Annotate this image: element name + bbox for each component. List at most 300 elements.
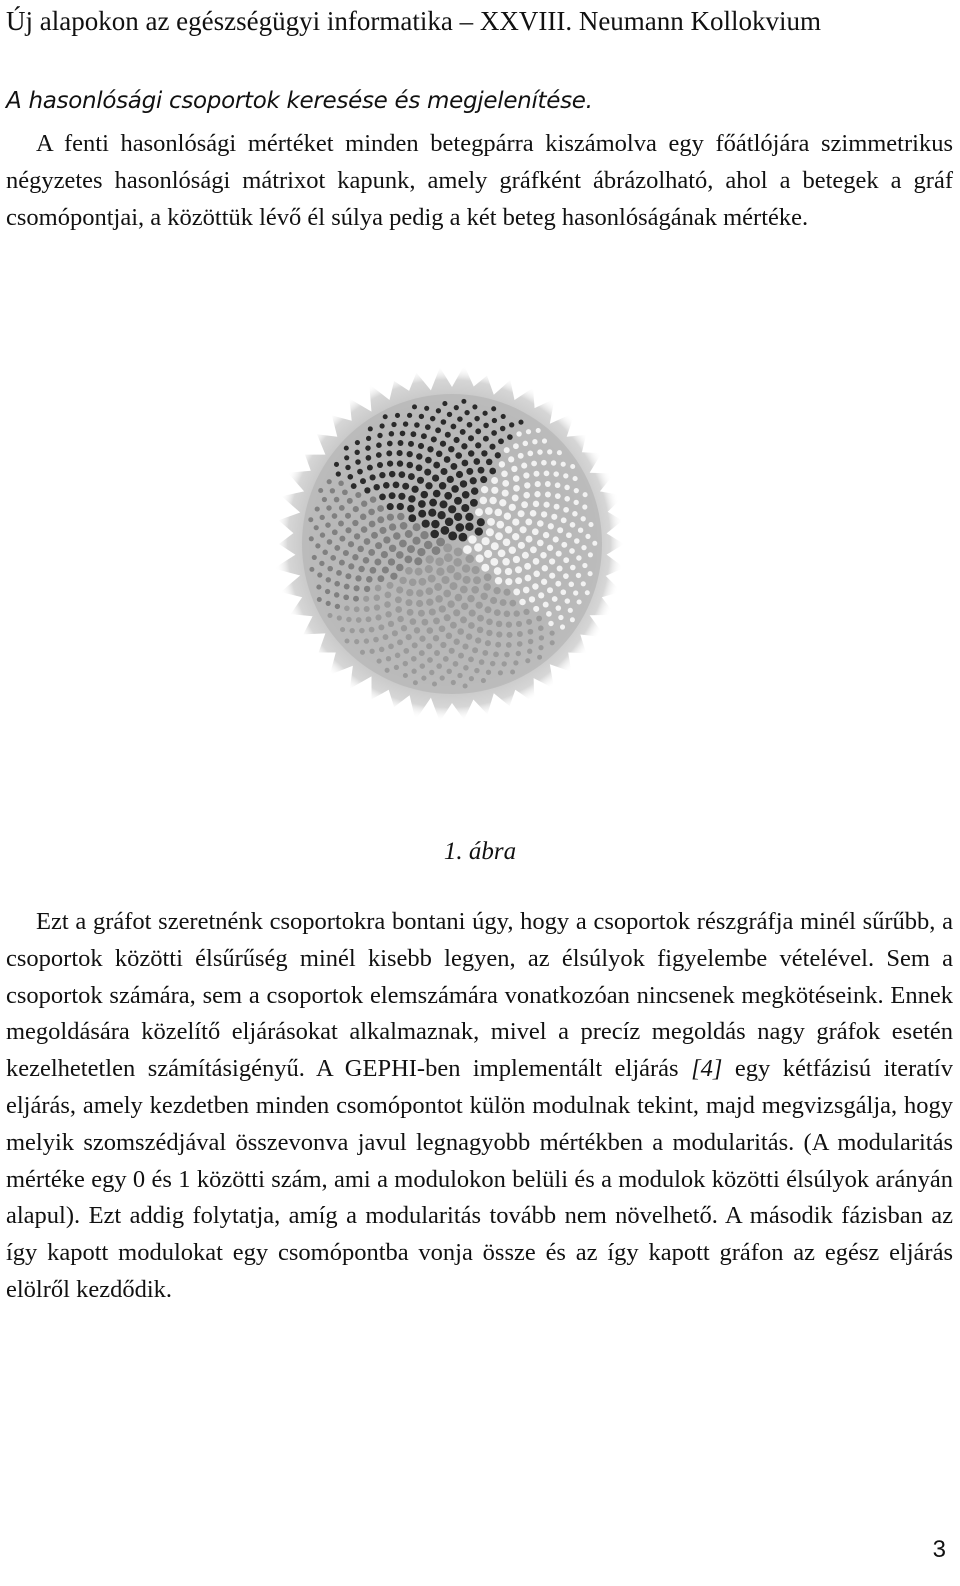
graph-node	[405, 530, 413, 538]
graph-node	[395, 653, 401, 659]
graph-node	[557, 527, 563, 533]
graph-node	[381, 551, 388, 558]
graph-node	[338, 481, 344, 487]
graph-node	[549, 558, 555, 564]
graph-node	[465, 555, 474, 564]
graph-node	[337, 615, 342, 620]
graph-node	[502, 661, 507, 666]
graph-node	[387, 441, 393, 447]
graph-node	[440, 642, 446, 648]
intro-paragraph: A fenti hasonlósági mértéket minden betegpárra kiszámolva egy főátlójára szimmetrikus négyzetes hasonlósági mátrixot kapunk, amely gráfként ábrázolható, ahol a betegek a gráf csomópontjai, a közöttük lévő él súlya pedig a két beteg hasonlóságának mértéke.	[6, 130, 953, 231]
graph-node	[450, 582, 458, 590]
graph-node	[422, 619, 429, 626]
graph-node	[419, 650, 425, 656]
graph-node	[389, 431, 395, 437]
graph-node	[466, 633, 472, 639]
graph-node	[577, 599, 582, 604]
graph-node	[444, 614, 451, 621]
graph-node	[500, 599, 507, 606]
graph-node	[485, 606, 492, 613]
graph-node	[501, 414, 506, 419]
graph-node	[441, 576, 449, 584]
graph-node	[551, 514, 557, 520]
graph-node	[454, 497, 462, 505]
graph-node	[447, 600, 454, 607]
graph-node	[498, 438, 504, 444]
graph-node	[449, 648, 455, 654]
graph-node	[455, 594, 463, 602]
graph-node	[495, 532, 503, 540]
graph-node	[451, 485, 459, 493]
graph-node	[418, 443, 424, 449]
graph-node	[444, 492, 452, 500]
graph-node	[516, 431, 521, 436]
graph-node	[553, 536, 559, 542]
graph-node	[419, 578, 427, 586]
graph-node	[344, 446, 349, 451]
graph-node	[569, 582, 575, 588]
graph-node	[528, 629, 534, 635]
graph-node	[389, 523, 396, 530]
graph-node	[446, 633, 453, 640]
graph-node	[416, 600, 423, 607]
graph-node	[512, 494, 519, 501]
graph-node	[506, 621, 512, 627]
graph-node	[460, 616, 467, 623]
graph-node	[574, 488, 579, 493]
graph-node	[491, 542, 499, 550]
graph-node	[389, 545, 396, 552]
graph-node	[522, 552, 529, 559]
graph-node	[403, 648, 409, 654]
graph-node	[326, 577, 331, 582]
graph-node	[339, 505, 345, 511]
graph-node	[476, 602, 483, 609]
graph-node	[505, 526, 512, 533]
graph-node	[489, 444, 495, 450]
graph-node	[534, 491, 540, 497]
graph-node	[484, 573, 492, 581]
graph-node	[445, 432, 451, 438]
graph-node	[352, 554, 358, 560]
graph-node	[360, 478, 366, 484]
graph-node	[345, 513, 351, 519]
graph-node	[491, 477, 498, 484]
graph-node	[344, 584, 350, 590]
graph-node	[421, 676, 426, 681]
graph-node	[523, 609, 529, 615]
graph-node	[322, 550, 327, 555]
graph-node	[481, 564, 489, 572]
graph-node	[461, 399, 466, 404]
graph-node	[454, 547, 463, 556]
graph-node	[475, 442, 481, 448]
graph-node	[485, 640, 491, 646]
graph-node	[387, 503, 394, 510]
graph-node	[441, 419, 447, 425]
graph-node	[379, 472, 385, 478]
graph-node	[365, 445, 370, 450]
graph-node	[509, 600, 516, 607]
graph-node	[503, 589, 510, 596]
graph-node	[568, 608, 573, 613]
graph-node	[564, 485, 569, 490]
graph-node	[309, 567, 314, 572]
graph-node	[397, 513, 405, 521]
graph-node	[348, 563, 354, 569]
graph-node	[350, 628, 355, 633]
graph-node	[417, 548, 425, 556]
graph-node	[394, 665, 399, 670]
graph-node	[326, 505, 331, 510]
graph-node	[486, 618, 493, 625]
graph-node	[377, 659, 382, 664]
graph-node	[501, 470, 508, 477]
graph-node	[481, 593, 488, 600]
graph-node	[572, 511, 577, 516]
graph-node	[471, 586, 479, 594]
graph-node	[408, 441, 414, 447]
graph-node	[352, 520, 358, 526]
graph-node	[556, 551, 562, 557]
graph-node	[474, 543, 482, 551]
graph-node	[320, 532, 325, 537]
graph-node	[460, 480, 467, 487]
graph-node	[581, 516, 586, 521]
graph-node	[548, 523, 554, 529]
graph-node	[382, 566, 389, 573]
graph-node	[502, 558, 510, 566]
graph-node	[592, 541, 597, 546]
graph-node	[327, 566, 333, 572]
graph-node	[343, 550, 349, 556]
graph-node	[427, 657, 433, 663]
graph-node	[383, 482, 390, 489]
graph-node	[434, 583, 442, 591]
graph-node	[404, 555, 412, 563]
graph-node	[413, 680, 418, 685]
graph-node	[465, 522, 473, 530]
graph-node	[538, 625, 544, 631]
graph-node	[346, 617, 351, 622]
graph-node	[322, 497, 327, 502]
graph-node	[407, 545, 415, 553]
graph-node	[384, 601, 391, 608]
graph-node	[440, 441, 446, 447]
graph-node	[551, 460, 556, 465]
graph-node	[493, 587, 500, 594]
graph-node	[588, 522, 593, 527]
graph-node	[461, 603, 468, 610]
graph-node	[429, 499, 437, 507]
graph-node	[491, 487, 498, 494]
graph-node	[541, 511, 547, 517]
graph-node	[377, 433, 382, 438]
graph-node	[468, 622, 475, 629]
graph-node	[525, 658, 530, 663]
graph-node	[432, 681, 437, 686]
graph-node	[511, 466, 517, 472]
graph-node	[563, 557, 569, 563]
graph-node	[513, 660, 518, 665]
graph-node	[369, 521, 376, 528]
graph-node	[474, 416, 479, 421]
graph-node	[405, 599, 412, 606]
graph-node	[523, 492, 530, 499]
graph-node	[369, 649, 374, 654]
graph-node	[419, 636, 425, 642]
graph-node	[462, 644, 468, 650]
graph-node	[355, 459, 361, 465]
graph-node	[425, 457, 432, 464]
graph-node	[486, 459, 493, 466]
graph-node	[482, 411, 487, 416]
graph-node	[396, 551, 404, 559]
graph-node	[498, 549, 506, 557]
graph-node	[397, 639, 403, 645]
graph-node	[494, 567, 502, 575]
graph-node	[332, 529, 338, 535]
graph-node	[399, 540, 407, 548]
graph-node	[366, 576, 373, 583]
graph-node	[320, 515, 325, 520]
graph-node	[317, 572, 322, 577]
graph-node	[426, 555, 434, 563]
graph-node	[373, 637, 379, 643]
graph-node	[447, 412, 452, 417]
graph-node	[457, 628, 464, 635]
graph-node	[468, 435, 474, 441]
graph-node	[481, 537, 489, 545]
graph-node	[492, 418, 497, 423]
graph-node	[383, 414, 388, 419]
graph-node	[392, 630, 398, 636]
graph-node	[495, 577, 502, 584]
graph-node	[428, 509, 436, 517]
graph-node	[355, 492, 361, 498]
graph-node	[576, 573, 581, 578]
graph-node	[366, 455, 372, 461]
graph-node	[486, 670, 491, 675]
graph-node	[463, 576, 471, 584]
graph-node	[558, 615, 563, 620]
graph-node	[444, 456, 451, 463]
graph-node	[396, 586, 403, 593]
graph-node	[425, 565, 433, 573]
graph-node	[358, 566, 364, 572]
graph-node	[509, 546, 516, 553]
graph-node	[353, 506, 359, 512]
citation-reference: [4]	[691, 1055, 723, 1083]
graph-node	[355, 440, 360, 445]
graph-node	[475, 637, 481, 643]
graph-node	[325, 522, 331, 528]
graph-node	[456, 471, 463, 478]
graph-node	[581, 545, 586, 550]
graph-node	[427, 446, 433, 452]
graph-node	[430, 416, 435, 421]
graph-node	[411, 431, 417, 437]
graph-node	[537, 655, 542, 660]
graph-node	[538, 592, 544, 598]
graph-node	[468, 450, 474, 456]
graph-node	[513, 443, 519, 449]
graph-node	[523, 587, 530, 594]
graph-node	[406, 589, 413, 596]
graph-node	[491, 430, 497, 436]
graph-node	[429, 608, 436, 615]
graph-node	[432, 546, 441, 555]
graph-node	[431, 520, 439, 528]
graph-node	[357, 546, 364, 553]
graph-node	[462, 460, 469, 467]
graph-node	[334, 545, 340, 551]
graph-node	[396, 564, 404, 572]
graph-node	[542, 565, 548, 571]
running-header: Új alapokon az egészségügyi informatika – XXVIII. Neumann Kollokvium	[6, 6, 822, 36]
graph-node	[335, 604, 340, 609]
graph-node	[340, 627, 345, 632]
graph-node	[534, 471, 540, 477]
graph-node	[366, 436, 371, 441]
body-text-part2: egy kétfázisú iteratív eljárás, amely kezdetben minden csomópontot külön modulnak tekint, majd megvizsgálja, hogy melyik szomszédjával összevonva javul legnagyobb mértékben a modularitás. (A modularitás mértéke egy 0 és 1 közötti szám, ami a modulokon belüli és a modulok közötti élsúlyok arányán alapul). Ezt addig folytatja, amíg a modularitás tovább nem növelhető. A második fázisban az így kapott modulokat egy csomópontba vonja össze és az így kapott gráfon az egész eljárás elölről kezdődik.	[6, 1055, 953, 1303]
graph-node	[499, 461, 505, 467]
graph-node	[371, 532, 378, 539]
graph-node	[550, 640, 555, 645]
graph-node	[502, 480, 509, 487]
graph-node	[453, 661, 459, 667]
graph-node	[585, 590, 590, 595]
graph-node	[509, 504, 516, 511]
graph-node	[465, 513, 473, 521]
graph-node	[336, 570, 342, 576]
graph-node	[537, 520, 544, 527]
network-graph-image	[272, 356, 632, 731]
graph-node	[495, 452, 501, 458]
graph-node	[475, 508, 483, 516]
graph-node	[480, 476, 487, 483]
graph-node	[421, 491, 429, 499]
graph-node	[557, 566, 563, 572]
graph-node	[361, 501, 367, 507]
graph-node	[512, 518, 519, 525]
graph-node	[339, 560, 345, 566]
graph-node	[570, 522, 576, 528]
graph-node	[481, 678, 486, 683]
graph-node	[407, 609, 414, 616]
graph-node	[446, 669, 451, 674]
graph-node	[416, 589, 423, 596]
graph-figure	[272, 356, 632, 731]
graph-node	[532, 439, 537, 444]
graph-node	[434, 650, 440, 656]
graph-node	[535, 481, 541, 487]
graph-node	[513, 588, 520, 595]
graph-node	[508, 456, 514, 462]
graph-node	[499, 499, 506, 506]
graph-node	[435, 557, 444, 566]
graph-node	[483, 423, 489, 429]
graph-node	[377, 505, 384, 512]
graph-node	[412, 537, 420, 545]
graph-node	[376, 452, 382, 458]
graph-node	[554, 504, 560, 510]
graph-node	[407, 505, 415, 513]
graph-node	[477, 518, 485, 526]
graph-node	[574, 538, 580, 544]
graph-node	[485, 507, 493, 515]
graph-node	[506, 642, 512, 648]
graph-node	[425, 424, 431, 430]
graph-node	[410, 618, 417, 625]
graph-node	[533, 571, 540, 578]
graph-node	[395, 596, 402, 603]
graph-node	[487, 518, 495, 526]
graph-node	[505, 578, 512, 585]
graph-node	[574, 500, 579, 505]
graph-node	[436, 538, 445, 547]
graph-node	[570, 565, 576, 571]
graph-node	[402, 483, 409, 490]
graph-node	[468, 657, 474, 663]
graph-node	[467, 422, 473, 428]
graph-node	[495, 642, 501, 648]
graph-node	[454, 437, 460, 443]
graph-node	[526, 429, 531, 434]
graph-node	[343, 594, 349, 600]
graph-node	[397, 450, 403, 456]
graph-node	[389, 492, 396, 499]
graph-node	[445, 518, 454, 527]
graph-node	[414, 627, 420, 633]
graph-node	[370, 474, 376, 480]
graph-node	[489, 468, 496, 475]
graph-node	[566, 532, 572, 538]
graph-node	[490, 558, 498, 566]
graph-node	[500, 426, 506, 432]
graph-node	[525, 518, 532, 525]
graph-node	[411, 669, 416, 674]
graph-node	[309, 536, 314, 541]
graph-node	[517, 641, 523, 647]
graph-node	[386, 582, 393, 589]
graph-node	[528, 639, 534, 645]
graph-node	[387, 460, 393, 466]
graph-node	[541, 579, 547, 585]
graph-node	[555, 581, 561, 587]
graph-node	[466, 468, 473, 475]
graph-node	[533, 501, 539, 507]
graph-node	[460, 586, 468, 594]
graph-node	[426, 643, 432, 649]
graph-node	[538, 645, 543, 650]
graph-node	[513, 475, 520, 482]
graph-node	[407, 413, 412, 418]
graph-node	[453, 572, 461, 580]
graph-node	[327, 539, 333, 545]
graph-node	[447, 565, 455, 573]
graph-node	[403, 421, 408, 426]
graph-node	[473, 576, 481, 584]
graph-node	[398, 440, 404, 446]
graph-node	[543, 532, 549, 538]
graph-node	[436, 663, 442, 669]
graph-node	[502, 490, 509, 497]
graph-node	[327, 479, 332, 484]
graph-node	[524, 482, 530, 488]
graph-node	[530, 510, 537, 517]
graph-node	[403, 661, 408, 666]
